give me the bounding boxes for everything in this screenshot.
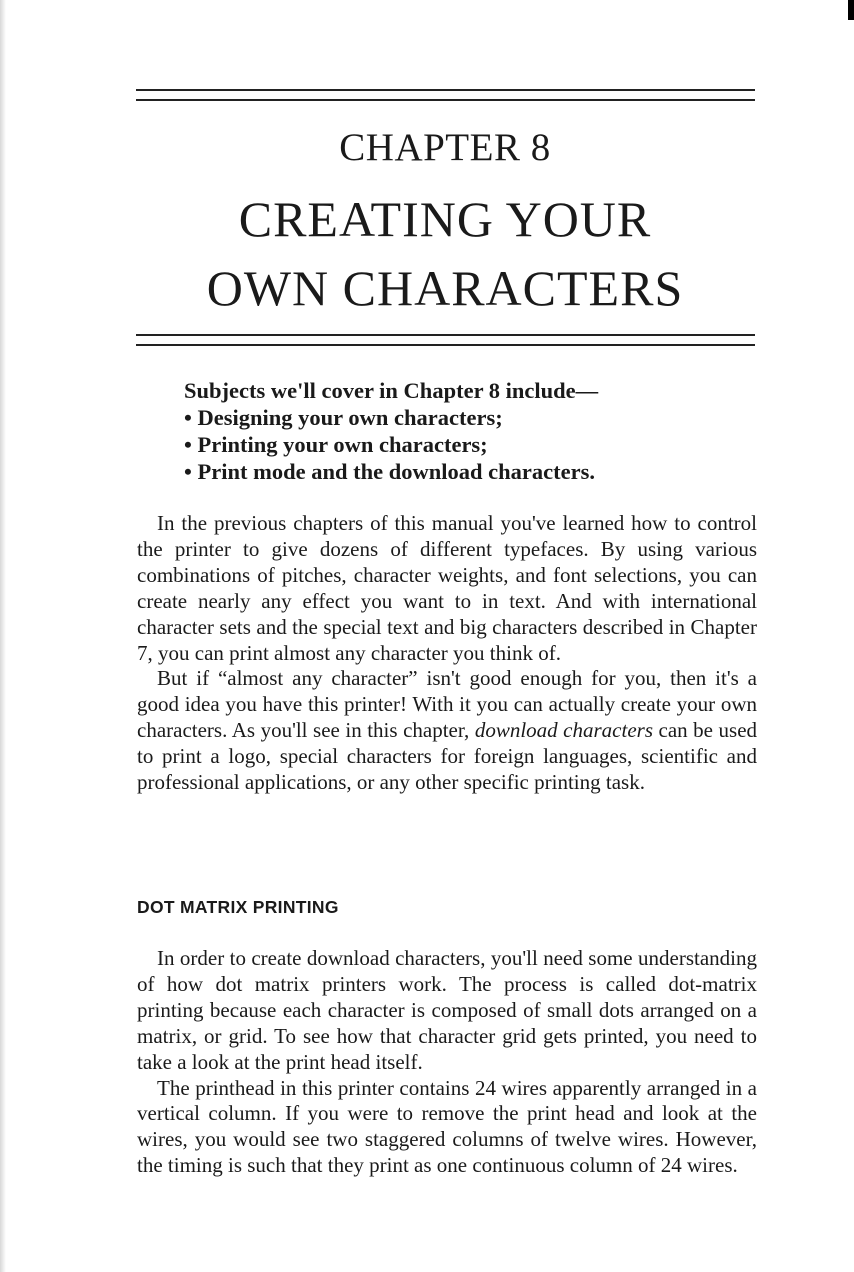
intro-paragraph-2-start: But if “almost any character” isn't good enough for you, then it's a good idea you have this printer! With it you can actually create your own characters. As you'll see in this chapter, bbox=[137, 666, 757, 743]
intro-paragraph-1: In the previous chapters of this manual you've learned how to control the printer to give dozens of different typefaces. By using various combinations of pitches, character weights, and font selections, you can create nearly any effect you want to in text. And with international character sets and the special text and big characters described in Chapter 7, you can print almost any character you think of. bbox=[137, 511, 757, 665]
chapter-title-line-2: OWN CHARACTERS bbox=[206, 260, 684, 316]
top-rule-upper bbox=[136, 89, 755, 91]
corner-mark bbox=[848, 0, 854, 20]
intro-paragraph-2 bbox=[137, 666, 757, 796]
section-paragraph-2: The printhead in this printer contains 24 wires apparently arranged in a vertical column. If you were to remove the print head and look at the wires, you would see two staggered columns of twelve wires. However, the timing is such that they print as one continuous column of 24 wires. bbox=[137, 1075, 757, 1178]
chapter-subjects bbox=[184, 377, 784, 485]
subject-item: • Print mode and the download characters. bbox=[184, 459, 595, 484]
bottom-rule-lower bbox=[136, 344, 755, 346]
intro-paragraph-2-end: can be used to print a logo, special characters for foreign languages, scientific and professional applications, or any other specific printing task. bbox=[137, 718, 758, 795]
section-text bbox=[137, 946, 757, 1179]
section-heading: DOT MATRIX PRINTING bbox=[137, 897, 339, 917]
intro-text bbox=[137, 511, 757, 796]
chapter-title-line-1: CREATING YOUR bbox=[238, 191, 652, 247]
bottom-rule-upper bbox=[136, 334, 755, 336]
section-paragraph-1: In order to create download characters, you'll need some understanding of how dot matrix printers work. The process is called dot-matrix printing because each character is composed of small dots arranged on a matrix, or grid. To see how that character grid gets printed, you need to take a look at the print head itself. bbox=[137, 946, 757, 1074]
download-characters-term: download characters bbox=[474, 718, 653, 743]
subjects-intro: Subjects we'll cover in Chapter 8 include— bbox=[184, 378, 599, 403]
chapter-number: CHAPTER 8 bbox=[339, 126, 551, 169]
subject-item: • Designing your own characters; bbox=[184, 405, 503, 430]
top-rule-lower bbox=[136, 99, 755, 101]
subject-item: • Printing your own characters; bbox=[184, 432, 488, 457]
